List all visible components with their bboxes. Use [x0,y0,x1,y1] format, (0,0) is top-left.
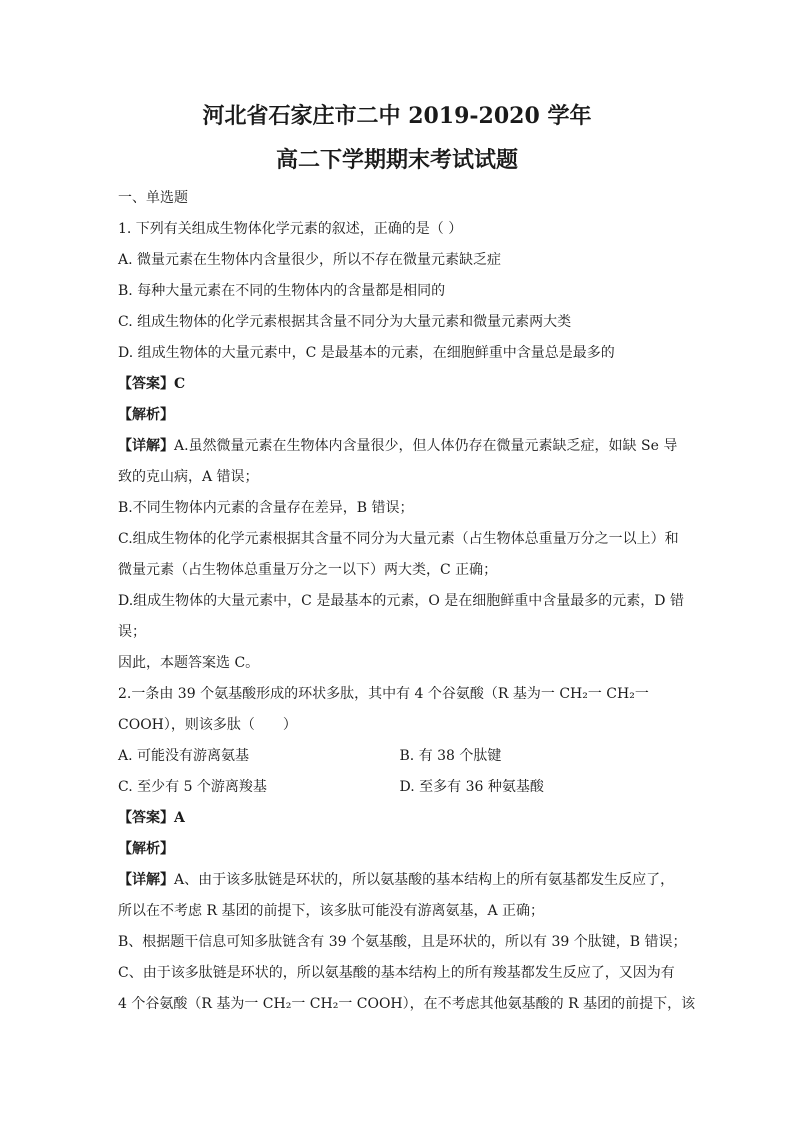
document-title-line1: 河北省石家庄市二中 2019-2020 学年 [202,103,592,129]
q2-detail-line [118,865,676,896]
q2-options-row1 [118,741,676,772]
q2-option-d: D. 至多有 36 种氨基酸 [399,779,544,795]
q2-analysis-label: 【解析】 [118,841,174,857]
q1-detail-line: 因此，本题答案选 C。 [118,655,260,671]
q1-detail-line: 微量元素（占生物体总重量万分之一以下）两大类，C 正确； [118,562,498,578]
q2-detail-line: C、由于该多肽链是环状的，所以氨基酸的基本结构上的所有羧基都发生反应了，又因为有 [118,965,675,981]
q2-detail-line: 所以在不考虑 R 基团的前提下，该多肽可能没有游离氨基，A 正确； [118,903,545,919]
q2-option-c: C. 至少有 5 个游离羧基 [118,779,267,795]
q2-stem-line2: COOH），则该多肽（ ） [118,717,297,733]
q1-option-b: B. 每种大量元素在不同的生物体内的含量都是相同的 [118,283,446,299]
q2-answer: 【答案】A [118,810,185,826]
q1-detail-line [118,431,676,462]
q2-detail-label: 【详解】 [118,872,174,888]
q1-detail-line: 误； [118,624,146,640]
document-title-line2: 高二下学期期末考试试题 [275,147,518,173]
q1-option-a: A. 微量元素在生物体内含量很少，所以不存在微量元素缺乏症 [118,252,502,268]
q1-option-d: D. 组成生物体的大量元素中，C 是最基本的元素，在细胞鲜重中含量总是最多的 [118,345,615,361]
q1-detail-line: B.不同生物体内元素的含量存在差异，B 错误； [118,500,414,516]
q1-option-c: C. 组成生物体的化学元素根据其含量不同分为大量元素和微量元素两大类 [118,314,572,330]
q1-stem: 1. 下列有关组成生物体化学元素的叙述，正确的是（ ） [118,221,463,237]
q1-detail-line: 致的克山病，A 错误； [118,469,259,485]
q2-options-row2 [118,772,676,803]
q2-option-a: A. 可能没有游离氨基 [118,748,250,764]
q1-answer: 【答案】C [118,376,186,392]
q1-detail-line: C.组成生物体的化学元素根据其含量不同分为大量元素（占生物体总重量万分之一以上）和 [118,531,679,547]
section-heading: 一、单选题 [118,190,188,206]
document-body [118,183,696,1020]
q1-analysis-label: 【解析】 [118,407,174,423]
q1-detail-line: D.组成生物体的大量元素中，C 是最基本的元素，O 是在细胞鲜重中含量最多的元素，D 错 [118,593,684,609]
q2-detail-line: 4 个谷氨酸（R 基为一 CH₂一 CH₂一 COOH），在不考虑其他氨基酸的 R 基团的前提下，该 [118,996,696,1012]
q2-option-b: B. 有 38 个肽键 [399,748,502,764]
q2-detail-line: B、根据题干信息可知多肽链含有 39 个氨基酸，且是环状的，所以有 39 个肽键，B 错误； [118,934,687,950]
q1-detail-label: 【详解】 [118,438,174,454]
q2-stem-line1: 2.一条由 39 个氨基酸形成的环状多肽，其中有 4 个谷氨酸（R 基为一 CH₂一 CH₂一 [118,686,649,702]
q1-detail-text: A.虽然微量元素在生物体内含量很少，但人体仍存在微量元素缺乏症，如缺 Se 导 [174,438,678,454]
q2-detail-text: A、由于该多肽链是环状的，所以氨基酸的基本结构上的所有氨基都发生反应了， [174,872,675,888]
